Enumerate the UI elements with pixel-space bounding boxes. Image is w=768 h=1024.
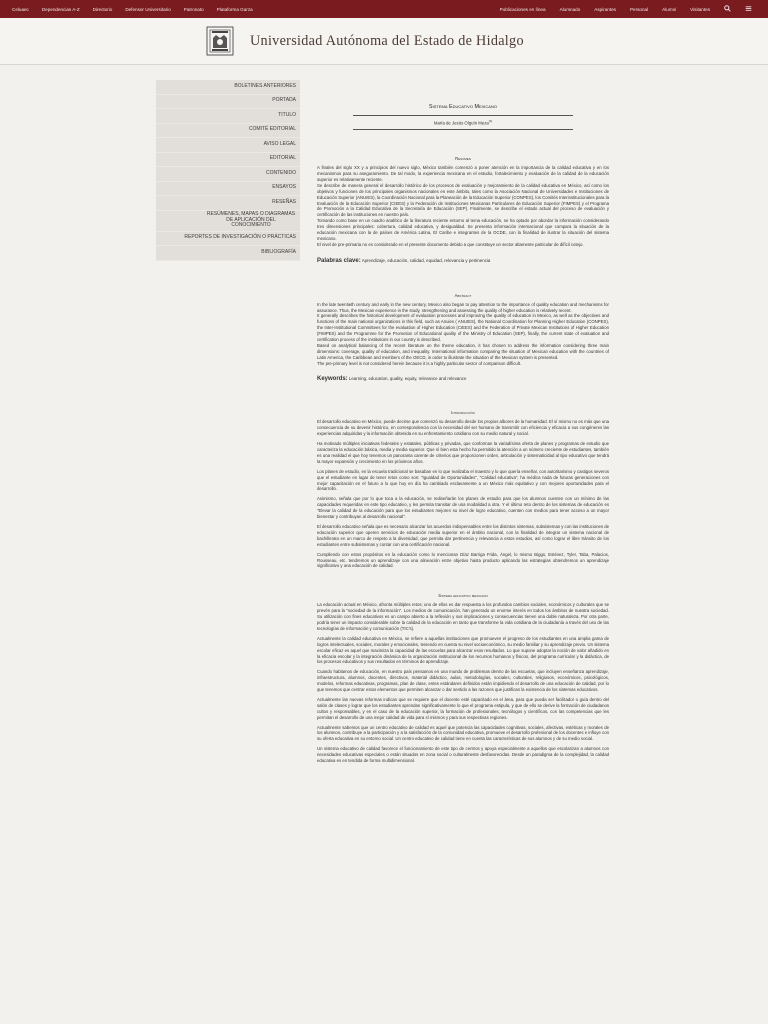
keywords-en xyxy=(317,376,609,383)
university-crest-logo[interactable] xyxy=(206,26,234,56)
university-name[interactable]: Universidad Autónoma del Estado de Hidalgo xyxy=(250,33,524,49)
top-nav-right xyxy=(486,0,752,18)
top-nav-link[interactable]: Patronato xyxy=(183,6,204,12)
sem-paragraph: Actualmente las nuevas reformas indican que se requiere que el docente esté capacitado en el área, para que pueda ser facilitador o guía dentro del salón de clases y lograr que los estudiantes aprendan significativamente lo que el programa estipula, y que de ello se derive la formación de ciudadanos cultos y responsables, y en el caso de la educación superior, la formación de profesionales, tecnólogos y científicos, con las competencias que les permitan el desarrollo de una mejor calidad de vida para sí mismos y para sus respectivas regiones. xyxy=(317,696,609,720)
divider xyxy=(353,115,573,116)
top-nav-left xyxy=(0,7,266,12)
resumen-paragraph: Tomando como base en un cuadro analítico de la literatura reciente entorno al tema educación, se ha optado por abordar la información considerando tres dimensiones principales: cobertura, calidad educativa, y desigualdad. Se presenta información internacional que compara la situación de la educación mexicana con la de países de América Latina, El Caribe e integrantes de la OCDE, con la finalidad de ilustrar la situación del sistema mexicano. xyxy=(317,218,609,242)
intro-paragraph: Los planes de estudio, en la escuela tradicional se basaban en lo que realizaba el maestro y lo que quería enseñar, con autoritarismo y castigos severos que el estudiante en lugar de tener retos como son: "Igualdad de Oportunidades", "Calidad educativa", ha médica nada de futuras generaciones con mejor capacitación en el futuro a lo que hoy en día ha cambiado esclavamente a un México más equitativo y con mejores oportunidades para el desarrollo. xyxy=(317,468,609,492)
keywords-value: Aprendizaje, educación, calidad, equidad, relevancia y pertinencia xyxy=(361,257,491,263)
sidebar-item-ensayos[interactable]: ENSAYOS xyxy=(156,182,300,197)
intro-paragraph: Asimismo, señala que por lo que toca a la educación, se rediseñarán los planes de estudio para que los alumnos cuenten con un mínimo de las capacidades requeridas en este tipo educativo, y les permita transitar de una modalidad a otra. Y el último reto dentro de los sistemas de educación es "Elevar la calidad de la educación para que los estudiantes mejoren su nivel de logro educativo, cuenten con medios para tener acceso a un mayor bienestar y contribuyan al desarrollo nacional". xyxy=(317,496,609,520)
abstract-paragraph: The pre-primary level is not considered herein because it is a highly particular sector of comparison difficult. xyxy=(317,360,522,366)
top-nav-link[interactable]: Alumnado xyxy=(559,6,581,12)
intro-paragraph: El desarrollo educativo señala que es necesario alcanzar los acuerdos indispensables entre los distintos sistemas, subsistemas y con las instituciones de educación superior que operen servicios de educación media superior en el ámbito nacional, con la finalidad de integrar un sistema nacional de bachillerato en un marco de respeto a la diversidad, que permita dar pertinencia y relevancia a estos estudios, así como lograr el libre tránsito de los estudiantes entre subsistemas y contar con una certificación nacional. xyxy=(317,524,609,547)
author-name: María de Jesús Olguín Meza xyxy=(433,120,489,126)
sem-paragraph: Un sistema educativo de calidad favorece el funcionamiento de este tipo de centros y apoya especialmente a aquellos que escolarizan a alumnos con necesidades educativas especiales o están situados en zona social o culturalmente desfavorecidas. Desde un paradigma de la complejidad, la calidad educativa es en tendida de forma multidimensional. xyxy=(317,746,609,764)
article-title: Sistema Educativo Mexicano xyxy=(429,104,497,110)
resumen-heading: Resumen xyxy=(455,156,471,162)
keywords-en-value: Learning, education, quality, equity, relevance and relevance xyxy=(348,375,467,381)
sidebar-item-titulo[interactable]: TITULO xyxy=(156,109,300,124)
top-nav-link[interactable]: Dependencias A-Z xyxy=(41,6,80,12)
sidebar-item-contenido[interactable]: CONTENIDO xyxy=(156,167,300,182)
top-nav-link[interactable]: Personal xyxy=(629,6,649,12)
sidebar-item-bibliografia[interactable]: BIBLIOGRAFÍA xyxy=(156,246,300,261)
sidebar-item-portada[interactable]: PORTADA xyxy=(156,95,300,110)
article-author xyxy=(317,119,609,126)
sidebar-item-boletines[interactable]: BOLETINES ANTERIORES xyxy=(156,80,300,95)
keywords xyxy=(317,258,609,265)
sidebar-item-resenas[interactable]: RESEÑAS xyxy=(156,196,300,211)
sem-paragraph: Actualmente sabemos que un centro educativo de calidad es aquel que potencia las capacidades cognitivas, sociales, afectivas, estéticas y morales de los alumnos, contribuye a la participación y a la satisfacción de la comunidad educativa, promueve el desarrollo profesional de los docentes e influye con su oferta educativa en su entorno social. Un centro educativo de calidad tiene en cuenta las características de sus alumnos y de su medio social. xyxy=(317,724,609,742)
sidebar-item-reportes[interactable]: REPORTES DE INVESTIGACIÓN O PRÁCTICAS xyxy=(156,232,300,247)
resumen-paragraph: A finales del siglo XX y a principios del nuevo siglo, México también comenzó a poner atención en la importancia de la calidad educativa y en los mecanismos para su aseguramiento. De tal modo, la experiencia mexicana en el estudio, fortalecimiento y evaluación de la calidad de la educación superior es relativamente reciente. xyxy=(317,165,609,182)
top-nav-link[interactable]: Directorio xyxy=(92,6,113,12)
resumen-section xyxy=(317,165,609,248)
abstract-paragraph: Based on analytical balancing of the recent literature on the theme education, it has chosen to address the information considering three main dimensions: coverage, quality of education, and inequality. International information comparing the situation of Mexican education with the countries of Latin America, the Caribbean and members of the OECD, in order to illustrate the situation of the Mexican system is presented. xyxy=(317,342,609,360)
intro-heading: Introducción xyxy=(451,409,475,415)
intro-section xyxy=(317,419,609,569)
keywords-en-label: Keywords: xyxy=(317,375,348,382)
sem-paragraph: La educación actual en México, afronta múltiples retos; uno de ellos es dar respuesta a los profundos cambios sociales, económicos y culturales que se prevén para la "sociedad de la información". Los medios de comunicación, han generado un enorme interés en todos los ámbitos de nuestra sociedad. Su utilización con fines educativos es un campo abierto a la reflexión y sus implicaciones y consecuencias tienen una doble naturaleza. Por otra parte, podría tener un impacto considerable sobre la calidad de la educación en tanto que transforme la vida cotidiana de la ciudadanía a través del uso de las tecnologías de información y comunicación (TIC's). xyxy=(317,602,609,631)
footnote-link[interactable]: [1] xyxy=(488,118,493,123)
sidebar-item-editorial[interactable]: EDITORIAL xyxy=(156,153,300,168)
abstract-paragraph: It generally describes the historical development of evaluation processes and improving the quality of education in Mexico, as well as the objectives and functions of the main national organizations in this field, such as Anuies ( ANUIES), the National Coordination for Planning Higher Education (CONPES), the Inter-Institutional Committees for the evaluation of Higher Education (CIEES) and the Federation of Private Mexican Institutions of Higher Education (FIMPES) and the Programme for the Promotion of Educational quality of the Ministry of Education (SEP), finally, the current state of evaluation and certification process of the institutions in our country is described. xyxy=(317,313,609,343)
resumen-paragraph: Se describe de manera general el desarrollo histórico de los procesos de evaluación y mejoramiento de la calidad educativa en México, así como los objetivos y funciones de los principales organismos nacionales en este ámbito, tales como la Asociación Nacional de Universidades e Instituciones de Educación Superior (ANUIES), la Coordinación Nacional para la Planeación de la Educación Superior (CONPES), los Comités Interinstitucionales para la Evaluación de la Educación Superior (CIEES) y la Federación de Instituciones Mexicanas Particulares de Educación Superior (FIMPES) y el Programa de Promoción a la Calidad Educativa de la Secretaría de Educación (SEP). Finalmente, se describe el estado actual del proceso de evaluación y certificación de las instituciones en nuestro país. xyxy=(317,182,609,218)
keywords-label: Palabras clave: xyxy=(317,257,361,264)
sem-section xyxy=(317,602,609,764)
search-icon[interactable] xyxy=(724,5,731,14)
sem-heading: Sistema educativo mexicano xyxy=(438,593,488,599)
abstract-heading: Abstract xyxy=(454,292,472,298)
site-header xyxy=(0,18,768,65)
divider xyxy=(353,129,573,130)
top-nav-link[interactable]: Aspirantes xyxy=(594,6,616,12)
intro-paragraph: El desarrollo educativo en México, puede decirse que comenzó su desarrollo desde los propios albores de la humanidad. El sí mismo no es más que una consecuencia de su devenir histórico, en correspondencia con la necesidad del ser humano de transmitir con eficiencia y eficacia a sus congéneres las experiencias adquiridas y la información obtenida en su enfrentamiento cotidiano con su medio natural y social. xyxy=(317,419,609,437)
top-nav-link[interactable]: Visitantes xyxy=(690,6,710,12)
top-nav-bar xyxy=(0,0,768,18)
intro-paragraph: Cumpliendo con estos propósitos en la educación como lo mencionan Díaz Barriga Frida, Ángel, lo mismo Biggs, Estévez, Tyler, Taba, Palacios, Rousseau, etc. tendremos un aprendizaje con una alineación entre objetivo hasta producto aplicando las estrategias obtendremos un aprendizaje significativo y una educación de calidad. xyxy=(317,551,609,569)
top-nav-link[interactable]: Celuaec xyxy=(12,6,29,12)
top-nav-link[interactable]: Publicaciones en línea xyxy=(499,6,546,12)
abstract-section xyxy=(317,302,609,367)
resumen-paragraph: El nivel de pre-primaria no es considerado en el presente documento debido a que constituye un sector altamente particular de difícil cotejo. xyxy=(317,241,584,247)
sidebar-item-aviso-legal[interactable]: AVISO LEGAL xyxy=(156,138,300,153)
intro-paragraph: Ha motivado múltiples iniciativas federales y estatales, públicas y privadas, que conforman la variadísima oferta de planes y programas de estudio que caracteriza la educación básica, media y media superior. Que sí bien esta hecho ha permitido la atención a un número creciente de estudiantes, también es una realidad el que hoy tenemos un panorama carente de criterios que proporcionen orden, articulación y sistematicidad al tipo educativo que tendrá la mayor expansión y crecimiento en los próximos años. xyxy=(317,441,609,464)
sem-paragraph: Cuando hablamos de educación, en nuestro país pensamos en una mundo de problemas dentro de las escuelas, que incluyen enseñanza aprendizaje, infraestructura, alumnos, docentes, directivos, material didáctico, aulas, metodologías, sociales, culturales, religiosos, económicos, psicológicos, modelos, reformas educativas, programas, plan de clase, entes estándares definidos están impidiendo el desarrollo de una educación de calidad, por lo que tenemos que centrar estos elementos que permiten alcanzar o dar sentido a las razones que justifican la existencia de los sistemas educativos. xyxy=(317,669,609,693)
sem-paragraph: Actualmente la calidad educativa en México, se refiere a aquellas instituciones que promueven el progreso de los estudiantes en una amplia gama de logros intelectuales, sociales, morales y emocionales, teniendo en cuenta su nivel socioeconómico, su medio familiar y su aprendizaje previo. Un sistema escolar eficaz es aquel que maximiza la capacidad de las escuelas para alcanzar esos resultados. Lo que supone adoptar la noción de valor añadido en la eficacia escolar y la integración dinámica de la organización institucional de los recursos humanos y físicos, del programa curricular y la didáctica, de los procesos educativos y sus resultados en términos de aprendizaje. xyxy=(317,635,609,665)
top-nav-link[interactable]: Defensor Universitario xyxy=(125,6,171,12)
top-nav-link[interactable]: Alumni xyxy=(662,6,677,12)
article-body xyxy=(317,96,609,764)
top-nav-link[interactable]: Plataforma Garza xyxy=(216,6,253,12)
abstract-paragraph: In the late twentieth century and early in the new century, Mexico also began to pay attention to the importance of quality education and mechanisms for assurance. Thus, the Mexican experience in the study, strengthening and assessing the quality of higher education is relatively recent. xyxy=(317,301,609,313)
menu-icon[interactable] xyxy=(745,5,752,14)
sidebar-item-comite-editorial[interactable]: COMITÉ EDITORIAL xyxy=(156,124,300,139)
sidebar-menu xyxy=(156,80,300,261)
sidebar-item-resumenes[interactable]: RESÚMENES, MAPAS O DIAGRAMAS DE APLICACIÓN DEL CONOCIMIENTO xyxy=(156,211,300,232)
